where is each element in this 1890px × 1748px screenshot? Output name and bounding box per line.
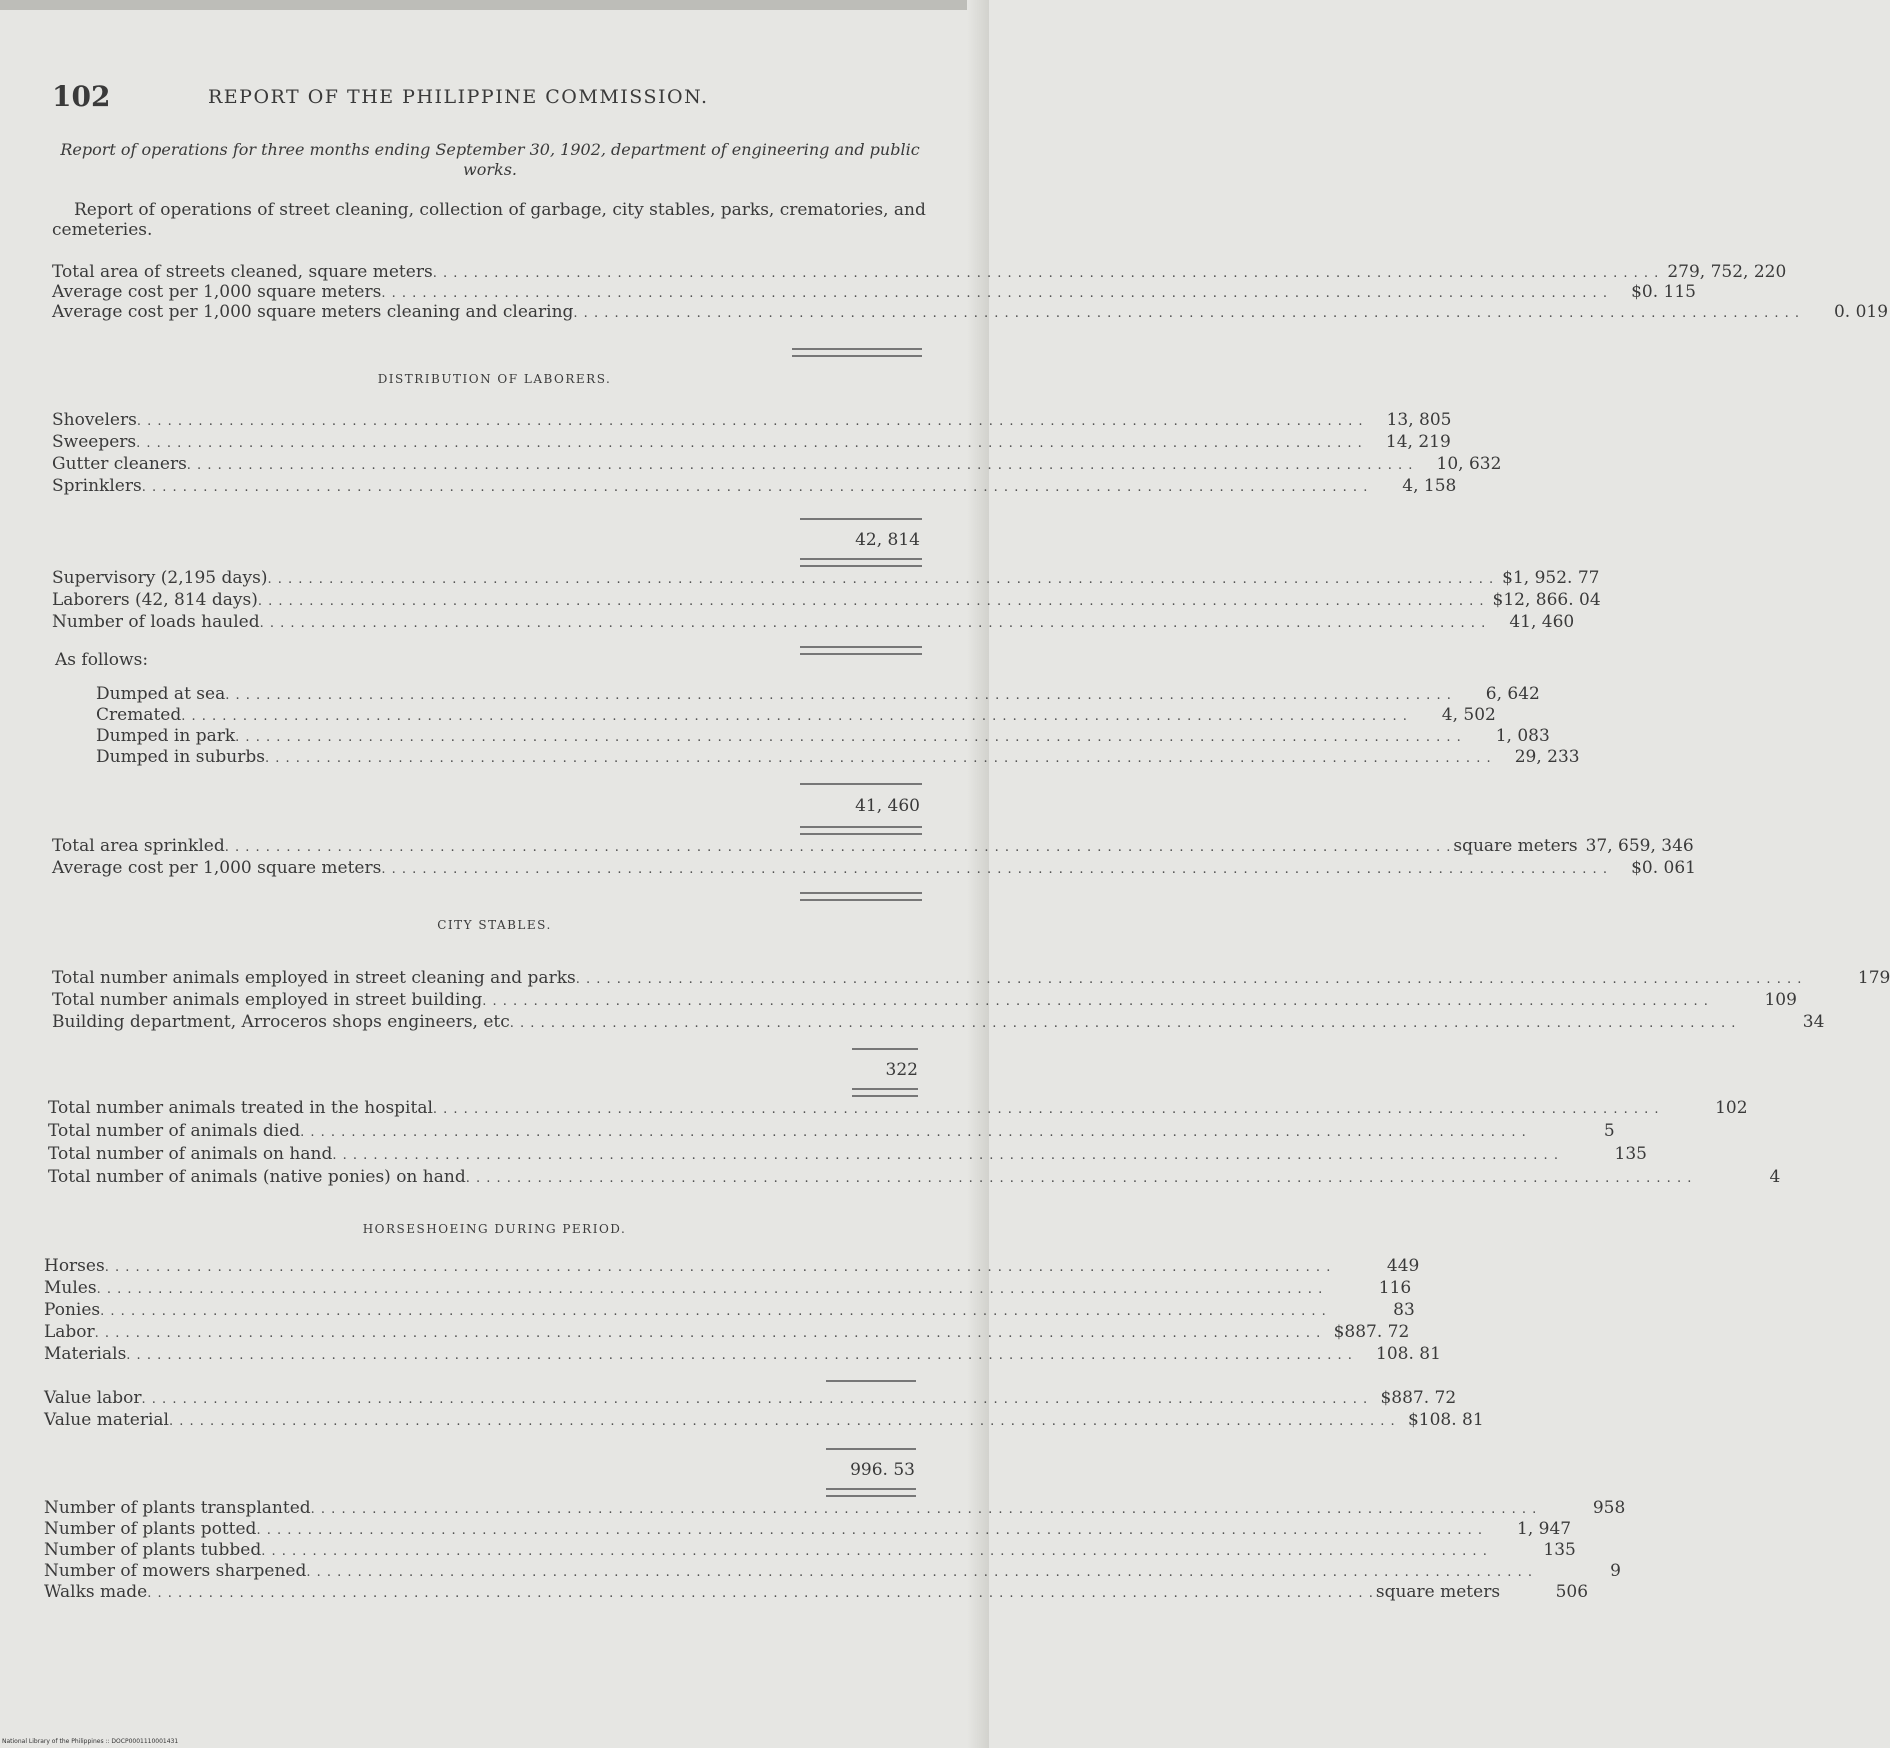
streets-row	[52, 262, 1787, 282]
parks-row-value: 1, 947	[1517, 1519, 1572, 1539]
scan-footer: National Library of the Philippines :: DOCP0001110001431	[2, 1738, 179, 1745]
loads-total: 41, 460	[855, 796, 920, 816]
parks-row-value: 958	[1592, 1498, 1626, 1518]
leader-dots: . . . . . . . . . . . . . . . . . . . . . . . . . . . . . . . . . . . . . . . . . . . . . . . . . . . . . . . . . . . . . . . . . . . . . . . . . . . . . . . . . . . . . . . . . . . . . . . . . . . . . . . . . . . . . . . . . . . . . . . .	[332, 1148, 1559, 1163]
parks-row	[44, 1540, 1576, 1560]
leader-dots: . . . . . . . . . . . . . . . . . . . . . . . . . . . . . . . . . . . . . . . . . . . . . . . . . . . . . . . . . . . . . . . . . . . . . . . . . . . . . . . . . . . . . . . . . . . . . . . . . . . . . . . . . . . . . . . . . . . . . . . .	[300, 1125, 1527, 1140]
leader-dots: . . . . . . . . . . . . . . . . . . . . . . . . . . . . . . . . . . . . . . . . . . . . . . . . . . . . . . . . . . . . . . . . . . . . . . . . . . . . . . . . . . . . . . . . . . . . . . . . . . . . . . . . . . . . . . . . . . . . . . . .	[136, 436, 1363, 451]
parks-row-label: Number of plants transplanted	[44, 1498, 311, 1518]
laborer-row-label: Shovelers	[52, 410, 137, 430]
sprinkle-row	[52, 858, 1696, 878]
shoe-value-row-label: Value labor	[44, 1388, 142, 1408]
laborer-row	[52, 476, 1457, 496]
leader-dots: . . . . . . . . . . . . . . . . . . . . . . . . . . . . . . . . . . . . . . . . . . . . . . . . . . . . . . . . . . . . . . . . . . . . . . . . . . . . . . . . . . . . . . . . . . . . . . . . . . . . . . . . . . . . . . . . . . . . . . . .	[104, 1260, 1332, 1275]
sprinkle-row	[52, 836, 1694, 856]
scan-top-edge	[0, 0, 989, 10]
leader-dots: . . . . . . . . . . . . . . . . . . . . . . . . . . . . . . . . . . . . . . . . . . . . . . . . . . . . . . . . . . . . . . . . . . . . . . . . . . . . . . . . . . . . . . . . . . . . . . . . . . . . . . . . . . . . . . . . . . . . . . . .	[96, 1282, 1324, 1297]
leader-dots: . . . . . . . . . . . . . . . . . . . . . . . . . . . . . . . . . . . . . . . . . . . . . . . . . . . . . . . . . . . . . . . . . . . . . . . . . . . . . . . . . . . . . . . . . . . . . . . . . . . . . . . . . . . . . . . . . . . . . . . .	[482, 994, 1709, 1009]
leader-dots: . . . . . . . . . . . . . . . . . . . . . . . . . . . . . . . . . . . . . . . . . . . . . . . . . . . . . . . . . . . . . . . . . . . . . . . . . . . . . . . . . . . . . . . . . . . . . . . . . . . . . . . . . . . . . . . . . . . . . . . .	[141, 480, 1369, 495]
shoeing-row-value: 449	[1386, 1256, 1420, 1276]
shoeing-row-label: Horses	[44, 1256, 105, 1276]
double-rule	[852, 1088, 918, 1097]
shoe-value-row-value: $887. 72	[1380, 1388, 1457, 1408]
shoeing-row-value: 83	[1393, 1300, 1415, 1320]
leader-dots: . . . . . . . . . . . . . . . . . . . . . . . . . . . . . . . . . . . . . . . . . . . . . . . . . . . . . . . . . . . . . . . . . . . . . . . . . . . . . . . . . . . . . . . . . . . . . . . . . . . . . . . . . . . . . . . . . . . . . . . .	[100, 1304, 1327, 1319]
laborer-row-value: 4, 158	[1402, 476, 1457, 496]
leader-dots: . . . . . . . . . . . . . . . . . . . . . . . . . . . . . . . . . . . . . . . . . . . . . . . . . . . . . . . . . . . . . . . . . . . . . . . . . . . . . . . . . . . . . . . . . . . . . . . . . . . . . . . . . . . . . . . . . . . . . . . .	[267, 572, 1495, 587]
load-row-label: Dumped at sea	[96, 684, 226, 704]
hospital-row-value: 4	[1769, 1167, 1781, 1187]
leader-dots: . . . . . . . . . . . . . . . . . . . . . . . . . . . . . . . . . . . . . . . . . . . . . . . . . . . . . . . . . . . . . . . . . . . . . . . . . . . . . . . . . . . . . . . . . . . . . . . . . . . . . . . . . . . . . . . . . . . . . . . .	[136, 414, 1364, 429]
double-rule	[800, 892, 922, 901]
parks-row-value: 135	[1543, 1540, 1576, 1560]
laborer-row	[52, 454, 1502, 474]
leader-dots: . . . . . . . . . . . . . . . . . . . . . . . . . . . . . . . . . . . . . . . . . . . . . . . . . . . . . . . . . . . . . . . . . . . . . . . . . . . . . . . . . . . . . . . . . . . . . . . . . . . . . . . . . . . . . . . . . . . . . . . .	[381, 862, 1608, 877]
load-row-label: Dumped in suburbs	[96, 747, 265, 767]
leader-dots: . . . . . . . . . . . . . . . . . . . . . . . . . . . . . . . . . . . . . . . . . . . . . . . . . . . . . . . . . . . . . . . . . . . . . . . . . . . . . . . . . . . . . . . . . . . . . . . . . . . . . . . . . . . . . . . . . . . . . . . .	[257, 594, 1485, 609]
leader-dots: . . . . . . . . . . . . . . . . . . . . . . . . . . . . . . . . . . . . . . . . . . . . . . . . . . . . . . . . . . . . . . . . . . . . . . . . . . . . . . . . . . . . . . . . . . . . . . . . . . . . . . . . . . . . . . . . . . . . . . . .	[432, 266, 1660, 281]
shoeing-row-label: Labor	[44, 1322, 95, 1342]
cost-row-value: $1, 952. 77	[1502, 568, 1600, 588]
hospital-row-label: Total number of animals died	[48, 1121, 301, 1141]
laborer-row-value: 13, 805	[1386, 410, 1452, 430]
shoeing-row-label: Ponies	[44, 1300, 101, 1320]
leader-dots: . . . . . . . . . . . . . . . . . . . . . . . . . . . . . . . . . . . . . . . . . . . . . . . . . . . . . . . . . . . . . . . . . . . . . . . . . . . . . . . . . . . . . . . . . . . . . . . . . . . . . . . . . . . . . . . . . . . . . . . .	[573, 306, 1801, 321]
stables-row-value: 179	[1857, 968, 1890, 988]
hospital-row-value: 135	[1614, 1144, 1647, 1164]
as-follows-label: As follows:	[55, 650, 149, 670]
leader-dots: . . . . . . . . . . . . . . . . . . . . . . . . . . . . . . . . . . . . . . . . . . . . . . . . . . . . . . . . . . . . . . . . . . . . . . . . . . . . . . . . . . . . . . . . . . . . . . . . . . . . . . . . . . . . . . . . . . . . . . . .	[306, 1565, 1533, 1580]
running-title: REPORT OF THE PHILIPPINE COMMISSION.	[208, 86, 709, 108]
shoeing-row	[44, 1344, 1441, 1364]
laborer-row-value: 10, 632	[1436, 454, 1502, 474]
leader-dots: . . . . . . . . . . . . . . . . . . . . . . . . . . . . . . . . . . . . . . . . . . . . . . . . . . . . . . . . . . . . . . . . . . . . . . . . . . . . . . . . . . . . . . . . . . . . . . . . . . . . . . . . . . . . . . . . . . . . . . . .	[310, 1502, 1538, 1517]
shoeing-row	[44, 1278, 1412, 1298]
parks-row-value: 506	[1555, 1582, 1589, 1602]
leader-dots: . . . . . . . . . . . . . . . . . . . . . . . . . . . . . . . . . . . . . . . . . . . . . . . . . . . . . . . . . . . . . . . . . . . . . . . . . . . . . . . . . . . . . . . . . . . . . . . . . . . . . . . . . . . . . . . . . . . . . . . .	[224, 840, 1452, 855]
stables-row	[52, 990, 1797, 1010]
stables-row-label: Total number animals employed in street building	[52, 990, 483, 1010]
hospital-row-label: Total number of animals on hand	[48, 1144, 333, 1164]
cost-row-label: Laborers (42, 814 days)	[52, 590, 258, 610]
leader-dots: . . . . . . . . . . . . . . . . . . . . . . . . . . . . . . . . . . . . . . . . . . . . . . . . . . . . . . . . . . . . . . . . . . . . . . . . . . . . . . . . . . . . . . . . . . . . . . . . . . . . . . . . . . . . . . . . . . . . . . . .	[181, 709, 1408, 724]
leader-dots: . . . . . . . . . . . . . . . . . . . . . . . . . . . . . . . . . . . . . . . . . . . . . . . . . . . . . . . . . . . . . . . . . . . . . . . . . . . . . . . . . . . . . . . . . . . . . . . . . . . . . . . . . . . . . . . . . . . . . . . .	[256, 1523, 1484, 1538]
streets-row	[52, 282, 1696, 302]
sum-rule	[826, 1448, 916, 1450]
hospital-row-value: 102	[1715, 1098, 1748, 1118]
laborer-row-label: Sprinklers	[52, 476, 142, 496]
cost-row-value: 41, 460	[1509, 612, 1575, 632]
sum-rule	[852, 1048, 918, 1050]
parks-row	[44, 1498, 1626, 1518]
streets-row-value: 279, 752, 220	[1667, 262, 1787, 282]
cost-row	[52, 568, 1600, 588]
parks-row	[44, 1582, 1589, 1602]
laborer-row-label: Sweepers	[52, 432, 137, 452]
hospital-row	[48, 1144, 1647, 1164]
load-row	[96, 684, 1540, 704]
cost-row-label: Number of loads hauled	[52, 612, 260, 632]
streets-row-value: 0. 019	[1833, 302, 1889, 322]
page-number: 102	[52, 80, 111, 113]
stables-row-label: Building department, Arroceros shops engineers, etc	[52, 1012, 510, 1032]
parks-row-unit: square meters	[1375, 1582, 1501, 1602]
leader-dots: . . . . . . . . . . . . . . . . . . . . . . . . . . . . . . . . . . . . . . . . . . . . . . . . . . . . . . . . . . . . . . . . . . . . . . . . . . . . . . . . . . . . . . . . . . . . . . . . . . . . . . . . . . . . . . . . . . . . . . . .	[225, 688, 1452, 703]
parks-row	[44, 1561, 1621, 1581]
stables-row-label: Total number animals employed in street cleaning and parks	[52, 968, 576, 988]
double-rule	[826, 1488, 916, 1497]
laborer-row-value: 14, 219	[1385, 432, 1451, 452]
hospital-row-label: Total number animals treated in the hospital	[48, 1098, 433, 1118]
leader-dots: . . . . . . . . . . . . . . . . . . . . . . . . . . . . . . . . . . . . . . . . . . . . . . . . . . . . . . . . . . . . . . . . . . . . . . . . . . . . . . . . . . . . . . . . . . . . . . . . . . . . . . . . . . . . . . . . . . . . . . . .	[186, 458, 1414, 473]
shoeing-row-value: 108. 81	[1376, 1344, 1441, 1364]
load-row	[96, 726, 1550, 746]
parks-row-label: Number of mowers sharpened	[44, 1561, 307, 1581]
double-rule	[800, 646, 922, 655]
horseshoeing-total: 996. 53	[850, 1460, 915, 1480]
double-rule	[800, 558, 922, 567]
parks-row-value: 9	[1610, 1561, 1621, 1581]
leader-dots: . . . . . . . . . . . . . . . . . . . . . . . . . . . . . . . . . . . . . . . . . . . . . . . . . . . . . . . . . . . . . . . . . . . . . . . . . . . . . . . . . . . . . . . . . . . . . . . . . . . . . . . . . . . . . . . . . . . . . . . .	[94, 1326, 1322, 1341]
sum-rule	[826, 1380, 916, 1382]
double-rule	[800, 826, 922, 835]
sprinkle-row-value: $0. 061	[1631, 858, 1696, 878]
shoeing-row	[44, 1300, 1415, 1320]
laborers-total: 42, 814	[855, 530, 920, 550]
streets-row-label: Average cost per 1,000 square meters cleaning and clearing	[52, 302, 574, 322]
load-row	[96, 705, 1496, 725]
leader-dots: . . . . . . . . . . . . . . . . . . . . . . . . . . . . . . . . . . . . . . . . . . . . . . . . . . . . . . . . . . . . . . . . . . . . . . . . . . . . . . . . . . . . . . . . . . . . . . . . . . . . . . . . . . . . . . . . . . . . . . . .	[509, 1016, 1737, 1031]
sprinkle-row-label: Average cost per 1,000 square meters	[52, 858, 382, 878]
shoeing-row-label: Materials	[44, 1344, 127, 1364]
leader-dots: . . . . . . . . . . . . . . . . . . . . . . . . . . . . . . . . . . . . . . . . . . . . . . . . . . . . . . . . . . . . . . . . . . . . . . . . . . . . . . . . . . . . . . . . . . . . . . . . . . . . . . . . . . . . . . . . . . . . . . . .	[575, 972, 1803, 987]
cost-row	[52, 612, 1575, 632]
parks-row-label: Number of plants potted	[44, 1519, 257, 1539]
shoeing-row-value: $887. 72	[1333, 1322, 1410, 1342]
load-row-value: 4, 502	[1441, 705, 1496, 725]
load-row	[96, 747, 1580, 767]
leader-dots: . . . . . . . . . . . . . . . . . . . . . . . . . . . . . . . . . . . . . . . . . . . . . . . . . . . . . . . . . . . . . . . . . . . . . . . . . . . . . . . . . . . . . . . . . . . . . . . . . . . . . . . . . . . . . . . . . . . . . . . .	[259, 616, 1487, 631]
load-row-value: 29, 233	[1514, 747, 1580, 767]
leader-dots: . . . . . . . . . . . . . . . . . . . . . . . . . . . . . . . . . . . . . . . . . . . . . . . . . . . . . . . . . . . . . . . . . . . . . . . . . . . . . . . . . . . . . . . . . . . . . . . . . . . . . . . . . . . . . . . . . . . . . . . .	[141, 1392, 1369, 1407]
load-row-value: 6, 642	[1485, 684, 1540, 704]
horseshoeing-heading: HORSESHOEING DURING PERIOD.	[362, 1222, 627, 1236]
laborer-row	[52, 432, 1451, 452]
hospital-row-label: Total number of animals (native ponies) on hand	[48, 1167, 466, 1187]
shoeing-row	[44, 1322, 1410, 1342]
laborers-heading: DISTRIBUTION OF LABORERS.	[377, 372, 612, 386]
stables-heading: CITY STABLES.	[437, 918, 552, 932]
stables-row-value: 109	[1764, 990, 1797, 1010]
intro-paragraph: Report of operations of street cleaning, collection of garbage, city stables, parks, crematories, and cemeteries.	[52, 200, 926, 240]
parks-row	[44, 1519, 1572, 1539]
sum-rule	[800, 783, 922, 785]
parks-row-label: Number of plants tubbed	[44, 1540, 262, 1560]
parks-row-label: Walks made	[44, 1582, 148, 1602]
leader-dots: . . . . . . . . . . . . . . . . . . . . . . . . . . . . . . . . . . . . . . . . . . . . . . . . . . . . . . . . . . . . . . . . . . . . . . . . . . . . . . . . . . . . . . . . . . . . . . . . . . . . . . . . . . . . . . . . . . . . . . . .	[169, 1414, 1396, 1429]
leader-dots: . . . . . . . . . . . . . . . . . . . . . . . . . . . . . . . . . . . . . . . . . . . . . . . . . . . . . . . . . . . . . . . . . . . . . . . . . . . . . . . . . . . . . . . . . . . . . . . . . . . . . . . . . . . . . . . . . . . . . . . .	[235, 730, 1462, 745]
stables-total: 322	[885, 1060, 918, 1080]
streets-row-label: Total area of streets cleaned, square meters	[52, 262, 433, 282]
shoeing-row-value: 116	[1378, 1278, 1412, 1298]
load-row-label: Dumped in park	[96, 726, 236, 746]
shoe-value-row-label: Value material	[44, 1410, 169, 1430]
sum-rule	[800, 518, 922, 520]
report-caption: Report of operations for three months ending September 30, 1902, department of engineering and public works.	[60, 140, 920, 179]
laborer-row-label: Gutter cleaners	[52, 454, 187, 474]
laborer-row	[52, 410, 1452, 430]
streets-row-value: $0. 115	[1631, 282, 1696, 302]
hospital-row-value: 5	[1603, 1121, 1615, 1141]
leader-dots: . . . . . . . . . . . . . . . . . . . . . . . . . . . . . . . . . . . . . . . . . . . . . . . . . . . . . . . . . . . . . . . . . . . . . . . . . . . . . . . . . . . . . . . . . . . . . . . . . . . . . . . . . . . . . . . . . . . . . . . .	[261, 1544, 1488, 1559]
shoe-value-row	[44, 1388, 1457, 1408]
hospital-row	[48, 1167, 1781, 1187]
double-rule	[792, 348, 922, 357]
hospital-row	[48, 1098, 1748, 1118]
stables-row	[52, 968, 1890, 988]
leader-dots: . . . . . . . . . . . . . . . . . . . . . . . . . . . . . . . . . . . . . . . . . . . . . . . . . . . . . . . . . . . . . . . . . . . . . . . . . . . . . . . . . . . . . . . . . . . . . . . . . . . . . . . . . . . . . . . . . . . . . . . .	[432, 1102, 1660, 1117]
streets-row	[52, 302, 1889, 322]
sprinkle-row-label: Total area sprinkled	[52, 836, 225, 856]
cost-row-value: $12, 866. 04	[1492, 590, 1601, 610]
leader-dots: . . . . . . . . . . . . . . . . . . . . . . . . . . . . . . . . . . . . . . . . . . . . . . . . . . . . . . . . . . . . . . . . . . . . . . . . . . . . . . . . . . . . . . . . . . . . . . . . . . . . . . . . . . . . . . . . . . . . . . . .	[465, 1171, 1693, 1186]
streets-row-label: Average cost per 1,000 square meters	[52, 282, 382, 302]
cost-row-label: Supervisory (2,195 days)	[52, 568, 268, 588]
hospital-row	[48, 1121, 1615, 1141]
sprinkle-row-value: 37, 659, 346	[1585, 836, 1694, 856]
load-row-value: 1, 083	[1495, 726, 1550, 746]
leader-dots: . . . . . . . . . . . . . . . . . . . . . . . . . . . . . . . . . . . . . . . . . . . . . . . . . . . . . . . . . . . . . . . . . . . . . . . . . . . . . . . . . . . . . . . . . . . . . . . . . . . . . . . . . . . . . . . . . . . . . . . .	[147, 1586, 1374, 1601]
sprinkle-row-unit: square meters	[1453, 836, 1578, 856]
shoe-value-row	[44, 1410, 1484, 1430]
stables-row-value: 34	[1802, 1012, 1825, 1032]
cost-row	[52, 590, 1601, 610]
shoe-value-row-value: $108. 81	[1407, 1410, 1484, 1430]
leader-dots: . . . . . . . . . . . . . . . . . . . . . . . . . . . . . . . . . . . . . . . . . . . . . . . . . . . . . . . . . . . . . . . . . . . . . . . . . . . . . . . . . . . . . . . . . . . . . . . . . . . . . . . . . . . . . . . . . . . . . . . .	[381, 286, 1608, 301]
leader-dots: . . . . . . . . . . . . . . . . . . . . . . . . . . . . . . . . . . . . . . . . . . . . . . . . . . . . . . . . . . . . . . . . . . . . . . . . . . . . . . . . . . . . . . . . . . . . . . . . . . . . . . . . . . . . . . . . . . . . . . . .	[126, 1348, 1353, 1363]
load-row-label: Cremated	[96, 705, 182, 725]
shoeing-row	[44, 1256, 1420, 1276]
stables-row	[52, 1012, 1825, 1032]
shoeing-row-label: Mules	[44, 1278, 97, 1298]
leader-dots: . . . . . . . . . . . . . . . . . . . . . . . . . . . . . . . . . . . . . . . . . . . . . . . . . . . . . . . . . . . . . . . . . . . . . . . . . . . . . . . . . . . . . . . . . . . . . . . . . . . . . . . . . . . . . . . . . . . . . . . .	[264, 751, 1492, 766]
